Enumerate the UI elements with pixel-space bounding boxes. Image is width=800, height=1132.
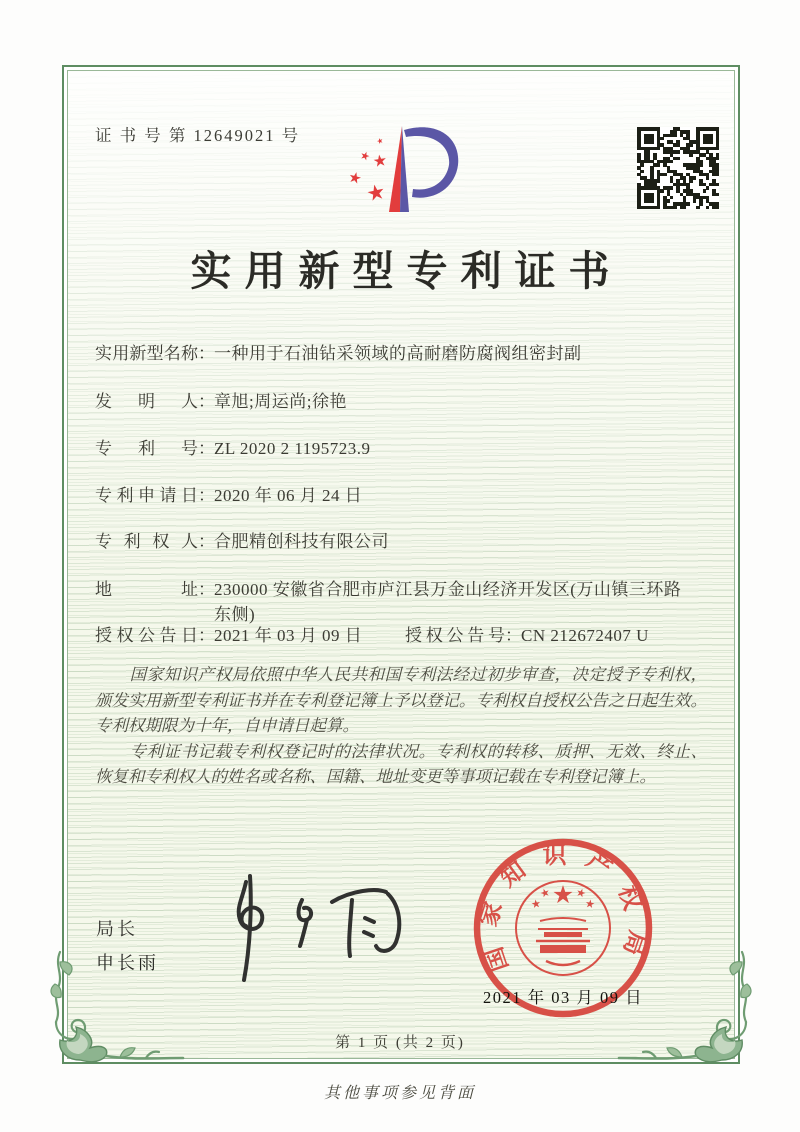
director-title: 局长 [96, 919, 138, 939]
field-row-grant-no [405, 623, 771, 648]
field-label: 发明人： [95, 392, 215, 411]
legal-text [95, 662, 707, 790]
field-value: ZL 2020 2 1195723.9 [214, 439, 371, 458]
cnipa-logo-icon [342, 120, 470, 220]
back-side-note: 其他事项参见背面 [323, 1085, 476, 1102]
field-row-filing-date [95, 483, 719, 508]
field-row-patentee [95, 529, 719, 554]
director-name: 申长雨 [96, 953, 159, 973]
seal-ring-text: 国家知识产权局 [475, 842, 651, 975]
field-row-patent-no [95, 436, 719, 461]
page-number: 第 1 页 (共 2 页) [335, 1035, 465, 1051]
field-value: 230000 安徽省合肥市庐江县万金山经济开发区(万山镇三环路东侧) [214, 580, 682, 624]
field-row-address [95, 577, 692, 627]
corner-flourish-icon [50, 948, 185, 1066]
field-label: 专利权人： [95, 532, 215, 551]
field-label: 授权公告号： [405, 626, 522, 645]
corner-flourish-icon [617, 948, 752, 1066]
field-row-name [95, 341, 719, 366]
field-value: 2020 年 06 月 24 日 [214, 486, 363, 505]
field-value: CN 212672407 U [521, 626, 649, 645]
field-label: 授权公告日： [95, 626, 215, 645]
field-value: 章旭;周运尚;徐艳 [214, 392, 347, 411]
field-label: 地址： [95, 580, 215, 599]
field-row-inventors [95, 389, 719, 414]
national-emblem-icon [516, 881, 610, 975]
certificate-number: 证 书 号 第 12649021 号 [95, 126, 301, 145]
director-signature-icon [200, 868, 420, 988]
qr-code [637, 127, 719, 209]
field-label: 专利申请日： [95, 486, 215, 505]
field-label: 专利号： [95, 439, 215, 458]
field-value: 2021 年 03 月 09 日 [214, 626, 363, 645]
field-value: 合肥精创科技有限公司 [214, 532, 389, 551]
field-value: 一种用于石油钻采领域的高耐磨防腐阀组密封副 [214, 344, 582, 363]
legal-paragraph: 专利证书记载专利权登记时的法律状况。专利权的转移、质押、无效、终止、恢复和专利权人的姓名或名称、国籍、地址变更等事项记载在专利登记簿上。 [95, 741, 707, 786]
legal-paragraph: 国家知识产权局依照中华人民共和国专利法经过初步审查，决定授予专利权，颁发实用新型专利证书并在专利登记簿上予以登记。专利权自授权公告之日起生效。专利权期限为十年，自申请日起算。 [95, 665, 707, 735]
certificate-title: 实用新型专利证书 [190, 248, 623, 294]
field-label: 实用新型名称： [95, 344, 215, 363]
seal-date: 2021 年 03 月 09 日 [482, 988, 644, 1007]
